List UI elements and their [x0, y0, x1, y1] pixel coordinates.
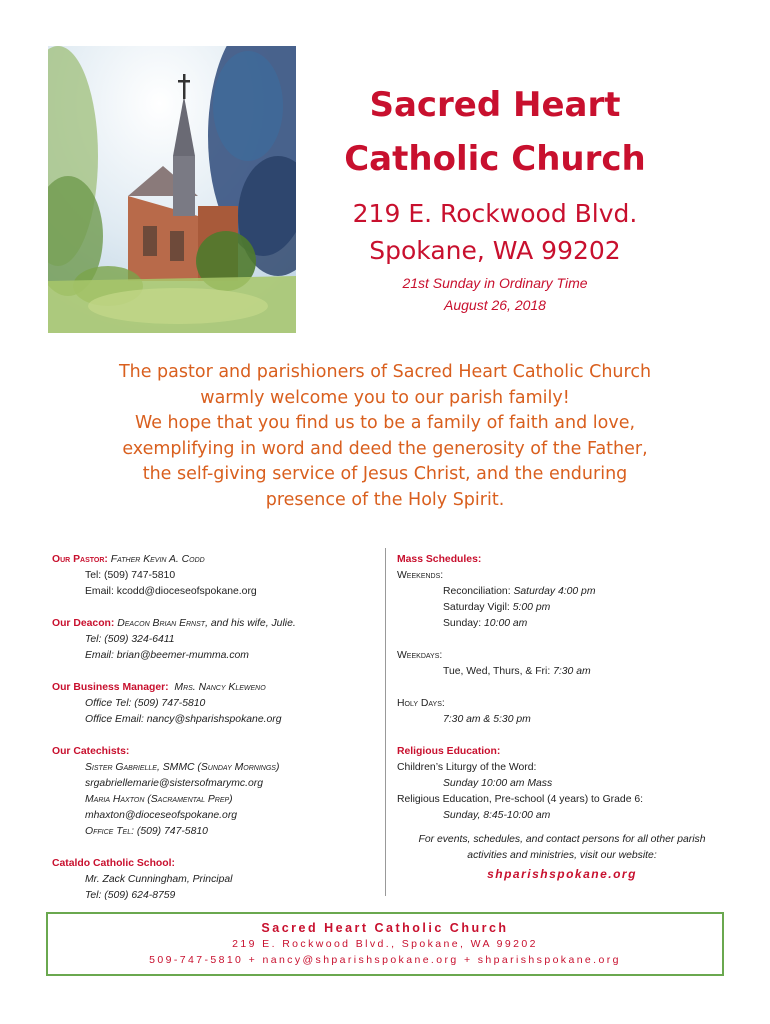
- website-link[interactable]: shparishspokane.org: [487, 867, 637, 881]
- church-painting: [48, 46, 296, 333]
- manager-label: Our Business Manager:: [52, 682, 169, 693]
- deacon-label: Our Deacon:: [52, 618, 115, 629]
- welcome-line: We hope that you find us to be a family of faith and love,: [134, 413, 636, 434]
- title-line-1: Sacred Heart: [369, 85, 621, 125]
- holy-days-label: Holy Days:: [397, 698, 445, 709]
- footer-contact: 509-747-5810 + nancy@shparishspokane.org + shparishspokane.org: [149, 954, 621, 966]
- deacon-suffix: , and his wife, Julie.: [205, 618, 296, 629]
- welcome-message: [70, 360, 700, 514]
- holy-days-time: 7:30 am & 5:30 pm: [443, 714, 531, 725]
- deacon-tel: Tel: (509) 324-6411: [85, 634, 175, 645]
- weekends-label: Weekends:: [397, 570, 444, 581]
- childrens-liturgy-time: Sunday 10:00 am Mass: [443, 778, 553, 789]
- church-title: [300, 78, 690, 186]
- vigil-line: Saturday Vigil: 5:00 pm: [443, 602, 551, 613]
- footer-church-name: Sacred Heart Catholic Church: [261, 921, 509, 935]
- events-note: For events, schedules, and contact persons for all other parish activities and ministries, visit our website:: [418, 834, 706, 861]
- catechist-1-email: srgabriellemarie@sistersofmarymc.org: [85, 778, 263, 789]
- manager-name: Mrs. Nancy Kleweno: [174, 682, 266, 693]
- address-line-2: Spokane, WA 99202: [369, 236, 621, 265]
- catechist-2-email: mhaxton@dioceseofspokane.org: [85, 810, 238, 821]
- column-divider: [385, 548, 386, 896]
- schedule-column: [397, 552, 727, 882]
- welcome-line: the self-giving service of Jesus Christ, and the enduring: [142, 464, 628, 485]
- pastor-email: Email: kcodd@dioceseofspokane.org: [85, 586, 257, 597]
- title-line-2: Catholic Church: [344, 139, 646, 179]
- address-line-1: 219 E. Rockwood Blvd.: [352, 199, 638, 228]
- liturgical-occasion: [300, 272, 690, 316]
- catechist-1-name: Sister Gabrielle, SMMC (Sunday Mornings): [85, 762, 280, 773]
- deacon-name: Deacon Brian Ernst: [117, 618, 206, 629]
- manager-line: [52, 680, 372, 696]
- welcome-line: warmly welcome you to our parish family!: [200, 387, 570, 408]
- catechist-2-name: Maria Haxton (Sacramental Prep): [85, 794, 233, 805]
- mass-schedules-label: Mass Schedules:: [397, 554, 482, 565]
- bulletin-date: August 26, 2018: [444, 297, 546, 313]
- school-tel: Tel: (509) 624-8759: [85, 890, 176, 901]
- religious-education-time: Sunday, 8:45-10:00 am: [443, 810, 551, 821]
- catechists-label: Our Catechists:: [52, 746, 130, 757]
- footer-contact-box: [46, 912, 724, 976]
- weekdays-label: Weekdays:: [397, 650, 443, 661]
- reconciliation-line: Reconciliation: Saturday 4:00 pm: [443, 586, 596, 597]
- church-address: [300, 195, 690, 269]
- pastor-line: Our Pastor: Father Kevin A. Codd: [52, 554, 205, 565]
- weekdays-line: Tue, Wed, Thurs, & Fri: 7:30 am: [443, 666, 591, 677]
- catechist-office-tel: Office Tel: (509) 747-5810: [85, 826, 208, 837]
- school-principal: Mr. Zack Cunningham, Principal: [85, 874, 233, 885]
- manager-tel: Office Tel: (509) 747-5810: [85, 698, 206, 709]
- manager-email: Office Email: nancy@shparishspokane.org: [85, 714, 282, 725]
- welcome-line: The pastor and parishioners of Sacred Heart Catholic Church: [118, 362, 652, 382]
- sunday-line: Sunday: 10:00 am: [443, 618, 528, 629]
- welcome-line: presence of the Holy Spirit.: [265, 489, 505, 510]
- pastor-tel: Tel: (509) 747-5810: [85, 570, 176, 581]
- occasion-name: 21st Sunday in Ordinary Time: [402, 275, 588, 291]
- religious-education-line: Religious Education, Pre-school (4 years) to Grade 6:: [397, 794, 644, 805]
- footer-address: 219 E. Rockwood Blvd., Spokane, WA 99202: [232, 938, 538, 950]
- childrens-liturgy: Children’s Liturgy of the Word:: [397, 762, 537, 773]
- school-label: Cataldo Catholic School:: [52, 858, 175, 869]
- deacon-email: Email: brian@beemer-mumma.com: [85, 650, 249, 661]
- welcome-line: exemplifying in word and deed the generosity of the Father,: [122, 438, 648, 459]
- staff-column: [52, 552, 372, 904]
- religious-education-label: Religious Education:: [397, 746, 501, 757]
- pastor-label: Our Pastor: [52, 554, 105, 565]
- pastor-name: Father Kevin A. Codd: [110, 554, 205, 565]
- deacon-line: [52, 616, 372, 632]
